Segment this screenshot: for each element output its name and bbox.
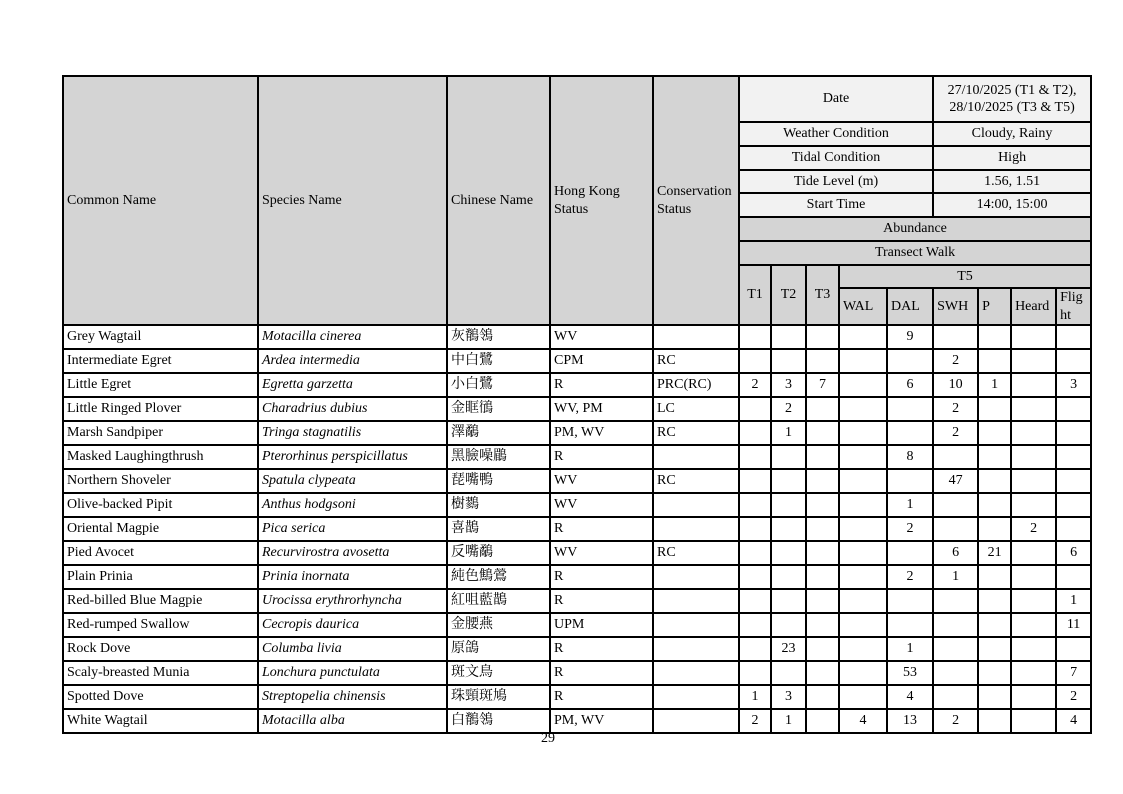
cell-t1: 1 [739,685,771,709]
species-row [63,541,1091,565]
cell-wal: 4 [839,709,887,733]
weather-value: Cloudy, Rainy [933,122,1091,146]
species-row [63,685,1091,709]
cell-common: Spotted Dove [63,685,258,709]
cell-flight [1056,421,1091,445]
cell-t2: 1 [771,709,806,733]
cell-flight [1056,325,1091,349]
cell-dal: 2 [887,565,933,589]
cell-wal [839,637,887,661]
cell-common: Red-rumped Swallow [63,613,258,637]
cell-swh [933,445,978,469]
cell-species: Cecropis daurica [258,613,447,637]
cell-t3 [806,445,839,469]
cell-p [978,397,1011,421]
cell-swh: 6 [933,541,978,565]
cell-wal [839,613,887,637]
cell-t1 [739,469,771,493]
cell-dal [887,421,933,445]
cell-t1 [739,397,771,421]
species-row [63,397,1091,421]
cell-dal [887,541,933,565]
page-number: 29 [541,731,555,746]
cell-dal [887,589,933,613]
cell-common: Grey Wagtail [63,325,258,349]
cell-heard [1011,613,1056,637]
cell-t1: 2 [739,709,771,733]
col-header-hong-kong-status: Hong Kong Status [550,76,653,325]
cell-wal [839,565,887,589]
cell-chinese: 小白鷺 [447,373,550,397]
cell-cons [653,565,739,589]
cell-p [978,637,1011,661]
cell-t2: 23 [771,637,806,661]
cell-species: Spatula clypeata [258,469,447,493]
cell-hk: R [550,445,653,469]
cell-t3 [806,349,839,373]
cell-cons: LC [653,397,739,421]
cell-chinese: 金眶鴴 [447,397,550,421]
col-header-heard: Heard [1011,288,1056,325]
cell-t2 [771,589,806,613]
cell-wal [839,541,887,565]
cell-species: Charadrius dubius [258,397,447,421]
cell-chinese: 紅咀藍鵲 [447,589,550,613]
cell-t2 [771,613,806,637]
cell-heard [1011,349,1056,373]
cell-chinese: 澤鷸 [447,421,550,445]
cell-hk: R [550,517,653,541]
cell-hk: R [550,373,653,397]
cell-flight [1056,469,1091,493]
cell-flight [1056,565,1091,589]
cell-t2 [771,517,806,541]
species-row [63,421,1091,445]
cell-common: Oriental Magpie [63,517,258,541]
cell-heard [1011,325,1056,349]
cell-wal [839,421,887,445]
cell-common: Northern Shoveler [63,469,258,493]
cell-t3 [806,469,839,493]
cell-hk: PM, WV [550,709,653,733]
cell-cons [653,661,739,685]
species-row [63,373,1091,397]
cell-chinese: 琵嘴鴨 [447,469,550,493]
cell-t3 [806,685,839,709]
col-header-chinese-name: Chinese Name [447,76,550,325]
cell-dal: 6 [887,373,933,397]
cell-t3: 7 [806,373,839,397]
cell-p [978,709,1011,733]
cell-t3 [806,493,839,517]
start-time-label: Start Time [739,193,933,217]
cell-cons: PRC(RC) [653,373,739,397]
cell-swh [933,589,978,613]
cell-t1 [739,493,771,517]
col-header-wal: WAL [839,288,887,325]
cell-heard [1011,565,1056,589]
cell-species: Anthus hodgsoni [258,493,447,517]
cell-heard [1011,661,1056,685]
cell-wal [839,349,887,373]
cell-flight [1056,493,1091,517]
cell-species: Tringa stagnatilis [258,421,447,445]
cell-common: Rock Dove [63,637,258,661]
species-row [63,349,1091,373]
cell-t1 [739,541,771,565]
cell-flight [1056,397,1091,421]
tide-level-label: Tide Level (m) [739,170,933,193]
cell-hk: R [550,589,653,613]
cell-dal: 1 [887,493,933,517]
cell-dal: 8 [887,445,933,469]
cell-chinese: 珠頸斑鳩 [447,685,550,709]
cell-swh [933,661,978,685]
cell-t2: 2 [771,397,806,421]
cell-cons [653,325,739,349]
cell-wal [839,589,887,613]
date-label: Date [739,76,933,122]
cell-cons [653,589,739,613]
cell-p [978,349,1011,373]
cell-species: Streptopelia chinensis [258,685,447,709]
cell-common: Masked Laughingthrush [63,445,258,469]
cell-wal [839,445,887,469]
cell-t3 [806,637,839,661]
cell-t2 [771,541,806,565]
cell-t2 [771,661,806,685]
cell-hk: WV [550,325,653,349]
cell-heard [1011,709,1056,733]
cell-chinese: 灰鶺鴒 [447,325,550,349]
cell-heard [1011,589,1056,613]
cell-t1 [739,517,771,541]
cell-t1 [739,325,771,349]
cell-cons: RC [653,541,739,565]
cell-heard: 2 [1011,517,1056,541]
cell-t2: 3 [771,685,806,709]
cell-common: Olive-backed Pipit [63,493,258,517]
cell-cons: RC [653,469,739,493]
cell-flight: 7 [1056,661,1091,685]
cell-species: Pica serica [258,517,447,541]
cell-common: White Wagtail [63,709,258,733]
cell-p [978,685,1011,709]
species-table-body [63,325,1091,733]
cell-chinese: 中白鷺 [447,349,550,373]
cell-dal [887,397,933,421]
cell-species: Prinia inornata [258,565,447,589]
cell-hk: R [550,565,653,589]
cell-flight: 11 [1056,613,1091,637]
cell-cons [653,709,739,733]
cell-wal [839,685,887,709]
cell-heard [1011,637,1056,661]
cell-t3 [806,397,839,421]
cell-heard [1011,421,1056,445]
cell-wal [839,397,887,421]
cell-species: Ardea intermedia [258,349,447,373]
abundance-header: Abundance [739,217,1091,241]
header-row-date [63,76,1091,122]
cell-common: Intermediate Egret [63,349,258,373]
cell-t3 [806,541,839,565]
cell-flight: 1 [1056,589,1091,613]
cell-swh: 2 [933,709,978,733]
cell-t3 [806,661,839,685]
cell-heard [1011,469,1056,493]
cell-swh [933,613,978,637]
cell-chinese: 樹鷚 [447,493,550,517]
col-header-t2: T2 [771,265,806,325]
cell-t2 [771,325,806,349]
cell-t1 [739,445,771,469]
cell-p [978,325,1011,349]
cell-flight [1056,517,1091,541]
weather-label: Weather Condition [739,122,933,146]
cell-common: Red-billed Blue Magpie [63,589,258,613]
cell-flight [1056,349,1091,373]
cell-p [978,445,1011,469]
cell-p [978,469,1011,493]
cell-chinese: 金腰燕 [447,613,550,637]
cell-p [978,493,1011,517]
cell-flight: 4 [1056,709,1091,733]
cell-heard [1011,685,1056,709]
cell-hk: R [550,637,653,661]
cell-cons [653,613,739,637]
cell-t1: 2 [739,373,771,397]
cell-heard [1011,373,1056,397]
cell-common: Little Egret [63,373,258,397]
cell-swh: 2 [933,397,978,421]
cell-t2 [771,565,806,589]
cell-t2 [771,469,806,493]
cell-wal [839,469,887,493]
col-header-p: P [978,288,1011,325]
cell-dal: 4 [887,685,933,709]
cell-hk: WV [550,493,653,517]
cell-hk: WV, PM [550,397,653,421]
cell-dal: 13 [887,709,933,733]
cell-hk: PM, WV [550,421,653,445]
cell-chinese: 原鴿 [447,637,550,661]
cell-wal [839,661,887,685]
cell-t3 [806,565,839,589]
cell-dal [887,349,933,373]
cell-swh: 2 [933,421,978,445]
species-row [63,517,1091,541]
cell-hk: R [550,685,653,709]
cell-p [978,565,1011,589]
cell-t2 [771,493,806,517]
species-row [63,637,1091,661]
cell-swh [933,517,978,541]
bird-survey-table [62,75,1092,734]
cell-species: Pterorhinus perspicillatus [258,445,447,469]
cell-dal: 2 [887,517,933,541]
cell-swh [933,493,978,517]
tidal-label: Tidal Condition [739,146,933,170]
species-row [63,589,1091,613]
cell-chinese: 斑文鳥 [447,661,550,685]
col-header-species-name: Species Name [258,76,447,325]
cell-hk: CPM [550,349,653,373]
cell-common: Marsh Sandpiper [63,421,258,445]
species-row [63,445,1091,469]
cell-chinese: 反嘴鷸 [447,541,550,565]
cell-p [978,613,1011,637]
cell-t1 [739,421,771,445]
cell-heard [1011,397,1056,421]
cell-species: Columba livia [258,637,447,661]
cell-common: Little Ringed Plover [63,397,258,421]
cell-wal [839,373,887,397]
cell-common: Scaly-breasted Munia [63,661,258,685]
species-row [63,325,1091,349]
cell-t3 [806,517,839,541]
cell-t3 [806,325,839,349]
cell-t2 [771,349,806,373]
cell-wal [839,325,887,349]
cell-flight: 2 [1056,685,1091,709]
cell-cons [653,517,739,541]
cell-dal: 53 [887,661,933,685]
cell-swh: 1 [933,565,978,589]
cell-chinese: 白鶺鴒 [447,709,550,733]
cell-dal [887,613,933,637]
cell-flight: 6 [1056,541,1091,565]
cell-common: Plain Prinia [63,565,258,589]
cell-hk: WV [550,469,653,493]
cell-t1 [739,349,771,373]
col-header-common-name: Common Name [63,76,258,325]
transect-walk-header: Transect Walk [739,241,1091,265]
cell-wal [839,517,887,541]
species-row [63,469,1091,493]
cell-species: Urocissa erythrorhyncha [258,589,447,613]
col-header-t1: T1 [739,265,771,325]
species-row [63,661,1091,685]
cell-p: 21 [978,541,1011,565]
cell-t2: 3 [771,373,806,397]
cell-swh: 47 [933,469,978,493]
cell-dal: 9 [887,325,933,349]
cell-p [978,589,1011,613]
cell-p [978,661,1011,685]
cell-p [978,421,1011,445]
cell-species: Lonchura punctulata [258,661,447,685]
cell-chinese: 喜鵲 [447,517,550,541]
start-time-value: 14:00, 15:00 [933,193,1091,217]
cell-t3 [806,709,839,733]
cell-cons: RC [653,349,739,373]
cell-swh [933,685,978,709]
col-header-t3: T3 [806,265,839,325]
cell-heard [1011,541,1056,565]
cell-common: Pied Avocet [63,541,258,565]
cell-t1 [739,565,771,589]
cell-chinese: 純色鷦鶯 [447,565,550,589]
cell-hk: R [550,661,653,685]
col-header-flight: Flight [1056,288,1091,325]
col-header-dal: DAL [887,288,933,325]
cell-t3 [806,613,839,637]
cell-cons [653,445,739,469]
cell-p: 1 [978,373,1011,397]
cell-species: Egretta garzetta [258,373,447,397]
cell-swh [933,637,978,661]
cell-cons [653,637,739,661]
cell-flight [1056,445,1091,469]
cell-p [978,517,1011,541]
col-header-swh: SWH [933,288,978,325]
cell-swh: 2 [933,349,978,373]
tide-level-value: 1.56, 1.51 [933,170,1091,193]
cell-wal [839,493,887,517]
cell-chinese: 黑臉噪鶥 [447,445,550,469]
cell-t1 [739,589,771,613]
cell-t3 [806,589,839,613]
cell-t1 [739,637,771,661]
date-value: 27/10/2025 (T1 & T2), 28/10/2025 (T3 & T5) [933,76,1091,122]
species-row [63,709,1091,733]
cell-t3 [806,421,839,445]
cell-swh [933,325,978,349]
cell-species: Recurvirostra avosetta [258,541,447,565]
col-header-conservation-status: Conservation Status [653,76,739,325]
cell-hk: UPM [550,613,653,637]
cell-swh: 10 [933,373,978,397]
cell-t2: 1 [771,421,806,445]
cell-cons [653,493,739,517]
species-row [63,493,1091,517]
cell-t1 [739,613,771,637]
tidal-value: High [933,146,1091,170]
species-row [63,613,1091,637]
cell-dal: 1 [887,637,933,661]
cell-flight: 3 [1056,373,1091,397]
cell-species: Motacilla alba [258,709,447,733]
cell-heard [1011,445,1056,469]
cell-t2 [771,445,806,469]
cell-cons: RC [653,421,739,445]
cell-heard [1011,493,1056,517]
cell-species: Motacilla cinerea [258,325,447,349]
cell-hk: WV [550,541,653,565]
cell-flight [1056,637,1091,661]
col-header-t5: T5 [839,265,1091,288]
cell-cons [653,685,739,709]
cell-t1 [739,661,771,685]
cell-dal [887,469,933,493]
species-row [63,565,1091,589]
